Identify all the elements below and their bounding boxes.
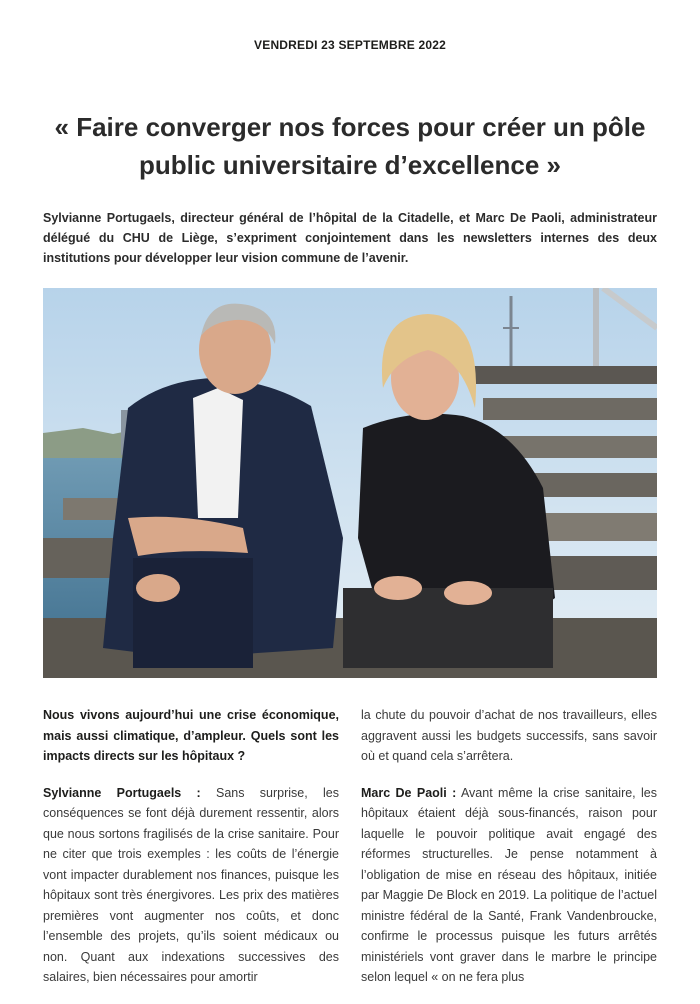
answer-portugaels <box>43 783 339 988</box>
article-photo <box>43 288 657 678</box>
speaker-name: Sylvianne Portugaels : <box>43 785 201 800</box>
column-right <box>361 705 657 1004</box>
answer-text: Avant même la crise sanitaire, les hôpitaux étaient déjà sous-financés, raison pour laquelle le pouvoir politique avait engagé des réformes structurelles. Je pense notamment à l’obligation de mise en réseau des hôpitaux, initiée par Maggie De Block en 2019. La politique de l’actuel ministre fédéral de la Santé, Frank Vandenbroucke, confirme le processus puisque les futurs arrêtés ministériels vont graver dans le marbre le principe selon lequel « on ne fera plus <box>361 785 657 984</box>
photo-illustration <box>43 288 657 678</box>
answer-text: Sans surprise, les conséquences se font déjà durement ressentir, alors que nous sortons fragilisés de la crise sanitaire. Pour ne citer que trois exemples : les coûts de l’énergie vont impacter durablement nos finances, puisque les hôpitaux sont très énergivores. Les prix des matières premières vont augmenter nos coûts, et donc l’ensemble des projets, qu’ils soient médicaux ou non. Quant aux indexations successives des salaires, bien nécessaires pour amortir <box>43 785 339 984</box>
article-date: VENDREDI 23 SEPTEMBRE 2022 <box>254 38 446 52</box>
article-headline: « Faire converger nos forces pour créer un pôle public universitaire d’excellence » <box>54 112 646 180</box>
article-intro: Sylvianne Portugaels, directeur général de l’hôpital de la Citadelle, et Marc De Paoli, administrateur délégué du CHU de Liège, s’expriment conjointement dans les newsletters internes des deux institutions pour développer leur vision commune de l’avenir. <box>43 211 657 265</box>
column-left <box>43 705 339 1004</box>
interview-question: Nous vivons aujourd’hui une crise économique, mais aussi climatique, d’ampleur. Quels sont les impacts directs sur les hôpitaux ? <box>43 708 339 763</box>
answer-portugaels-continued: la chute du pouvoir d’achat de nos travailleurs, elles aggravent aussi les budgets successifs, sans savoir où et quand cela s’arrêtera. <box>361 708 657 763</box>
speaker-name: Marc De Paoli : <box>361 785 457 800</box>
answer-de-paoli <box>361 783 657 988</box>
